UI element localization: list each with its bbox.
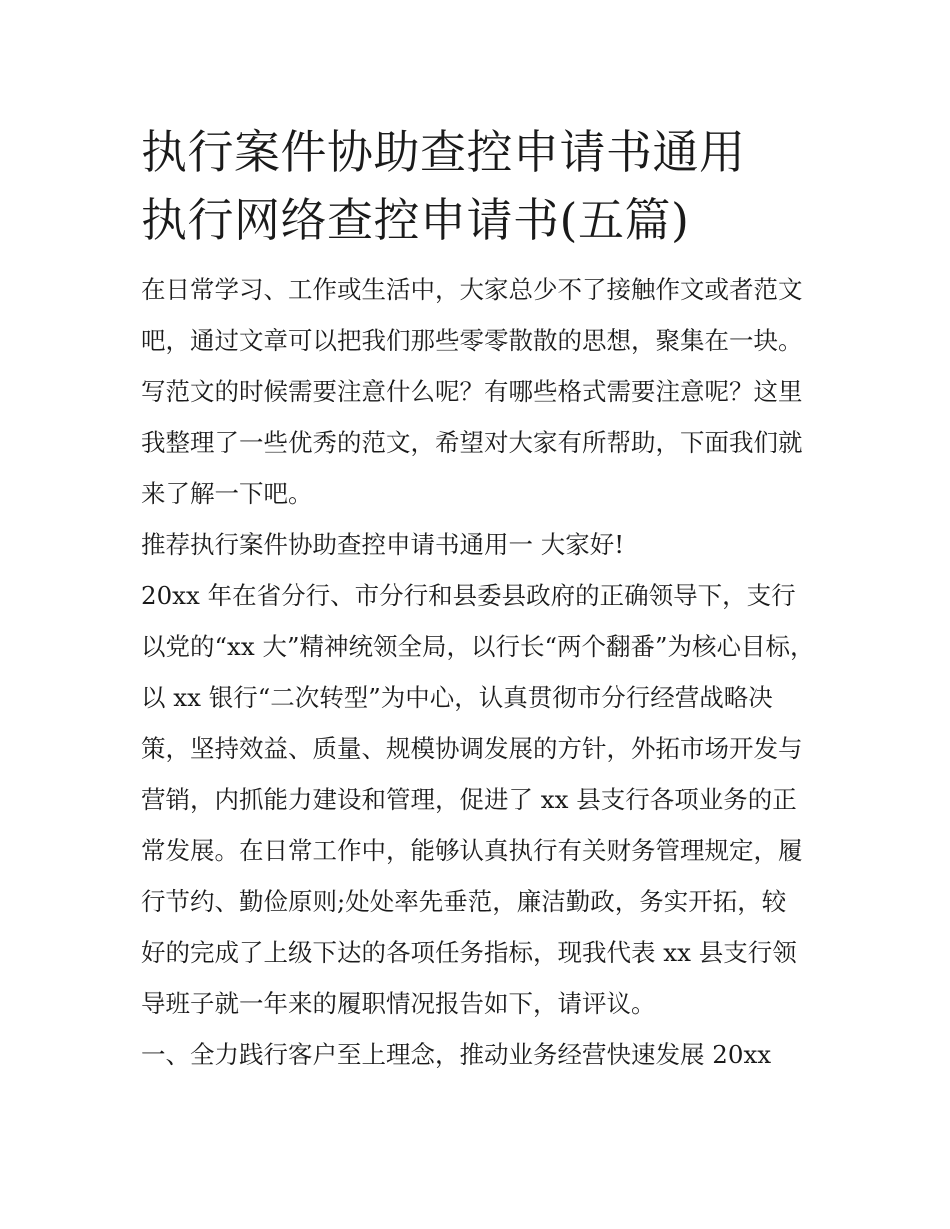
body-line: 行节约、勤俭原则;处处率先垂范，廉洁勤政，务实开拓，较 xyxy=(141,887,787,916)
title-line-2: 执行网络查控申请书(五篇) xyxy=(141,193,690,247)
document-title xyxy=(141,118,821,254)
body-line: 写范文的时候需要注意什么呢？有哪些格式需要注意呢？这里 xyxy=(141,377,803,406)
body-line: 20xx 年在省分行、市分行和县委县政府的正确领导下，支行 xyxy=(141,581,796,610)
body-line: 吧，通过文章可以把我们那些零零散散的思想，聚集在一块。 xyxy=(141,326,803,355)
body-line: 我整理了一些优秀的范文，希望对大家有所帮助，下面我们就 xyxy=(141,428,803,457)
body-line: 营销，内抓能力建设和管理，促进了 xx 县支行各项业务的正 xyxy=(141,785,797,814)
body-line: 以 xx 银行“二次转型”为中心，认真贯彻市分行经营战略决 xyxy=(141,683,773,712)
document-body xyxy=(141,264,821,1080)
body-line: 以党的“xx 大”精神统领全局，以行长“两个翻番”为核心目标， xyxy=(141,632,815,661)
body-line: 导班子就一年来的履职情况报告如下，请评议。 xyxy=(141,989,656,1018)
body-line: 常发展。在日常工作中，能够认真执行有关财务管理规定，履 xyxy=(141,836,803,865)
body-line: 策，坚持效益、质量、规模协调发展的方针，外拓市场开发与 xyxy=(141,734,803,763)
body-line: 在日常学习、工作或生活中，大家总少不了接触作文或者范文 xyxy=(141,275,803,304)
body-line: 推荐执行案件协助查控申请书通用一 大家好! xyxy=(141,530,625,559)
body-line: 来了解一下吧。 xyxy=(141,479,313,508)
body-line: 一、全力践行客户至上理念，推动业务经营快速发展 20xx xyxy=(141,1040,772,1069)
body-line: 好的完成了上级下达的各项任务指标，现我代表 xx 县支行领 xyxy=(141,938,797,967)
title-line-1: 执行案件协助查控申请书通用 xyxy=(141,125,746,179)
document-page xyxy=(141,118,821,1080)
